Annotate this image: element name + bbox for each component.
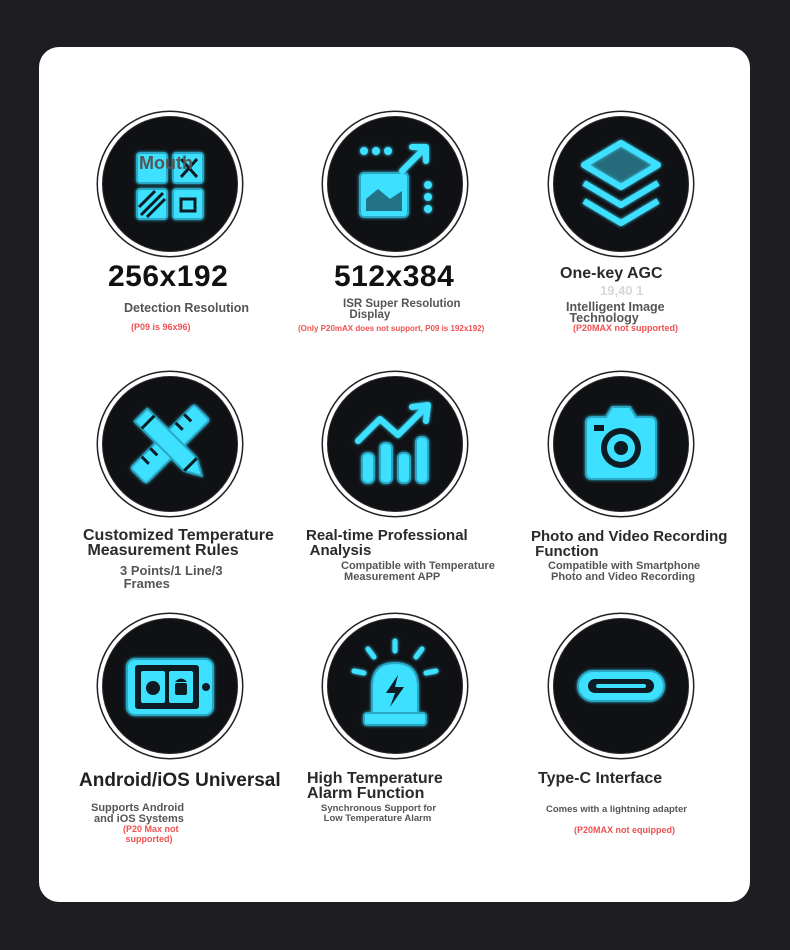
type-c-port-icon <box>566 631 676 741</box>
feature-8-title: High Temperature Alarm Function <box>307 770 443 802</box>
phone-android-ios-icon <box>115 631 225 741</box>
feature-1-note: (P09 is 96x96) <box>131 322 191 332</box>
feature-4-icon-circle <box>102 376 238 512</box>
feature-5-subtitle: Compatible with Temperature Measurement APP <box>341 560 495 583</box>
feature-5-icon-circle <box>327 376 463 512</box>
feature-4-subtitle: 3 Points/1 Line/3 Frames <box>120 563 223 591</box>
feature-6-subtitle: Compatible with Smartphone Photo and Video Recording <box>548 560 701 583</box>
feature-1-icon-circle <box>102 116 238 252</box>
feature-9-subtitle: Comes with a lightning adapter <box>546 804 687 815</box>
layers-icon <box>566 129 676 239</box>
feature-7-title: Android/iOS Universal <box>79 770 281 791</box>
feature-3-subtitle: Intelligent Image Technology <box>566 300 665 325</box>
feature-8-icon-circle <box>327 618 463 754</box>
pencil-ruler-icon <box>115 389 225 499</box>
alarm-light-icon <box>340 631 450 741</box>
feature-1-overlay-text: Mouth <box>139 153 193 173</box>
feature-2-icon-circle <box>327 116 463 252</box>
super-resolution-icon <box>340 129 450 239</box>
feature-3-note: (P20MAX not supported) <box>573 323 678 333</box>
feature-9-note: (P20MAX not equipped) <box>574 825 675 835</box>
feature-4-title: Customized Temperature Measurement Rules <box>83 527 274 559</box>
feature-1-title: 256x192 <box>108 260 229 293</box>
feature-7-subtitle: Supports Android and iOS Systems <box>91 802 185 825</box>
feature-8-subtitle: Synchronous Support for Low Temperature Alarm <box>321 803 437 824</box>
feature-7-icon-circle <box>102 618 238 754</box>
feature-5-title: Real-time Professional Analysis <box>306 527 468 559</box>
feature-3-icon-circle <box>553 116 689 252</box>
camera-icon <box>566 389 676 499</box>
resolution-grid-icon <box>115 129 225 239</box>
feature-3-ghost-text: 19,40 1 <box>600 283 644 298</box>
feature-2-subtitle: ISR Super Resolution Display <box>343 298 461 321</box>
feature-9-icon-circle <box>553 618 689 754</box>
bar-chart-trend-icon <box>340 389 450 499</box>
feature-7-note: (P20 Max not supported) <box>123 824 179 844</box>
feature-1-subtitle: Detection Resolution <box>124 301 250 315</box>
feature-6-title: Photo and Video Recording Function <box>531 528 728 560</box>
feature-3-title: One-key AGC <box>560 265 663 282</box>
feature-6-icon-circle <box>553 376 689 512</box>
feature-2-note: (Only P20mAX does not support, P09 is 192x192) <box>298 324 485 333</box>
features-card <box>39 47 750 902</box>
feature-2-title: 512x384 <box>334 260 455 293</box>
feature-9-title: Type-C Interface <box>538 770 663 787</box>
